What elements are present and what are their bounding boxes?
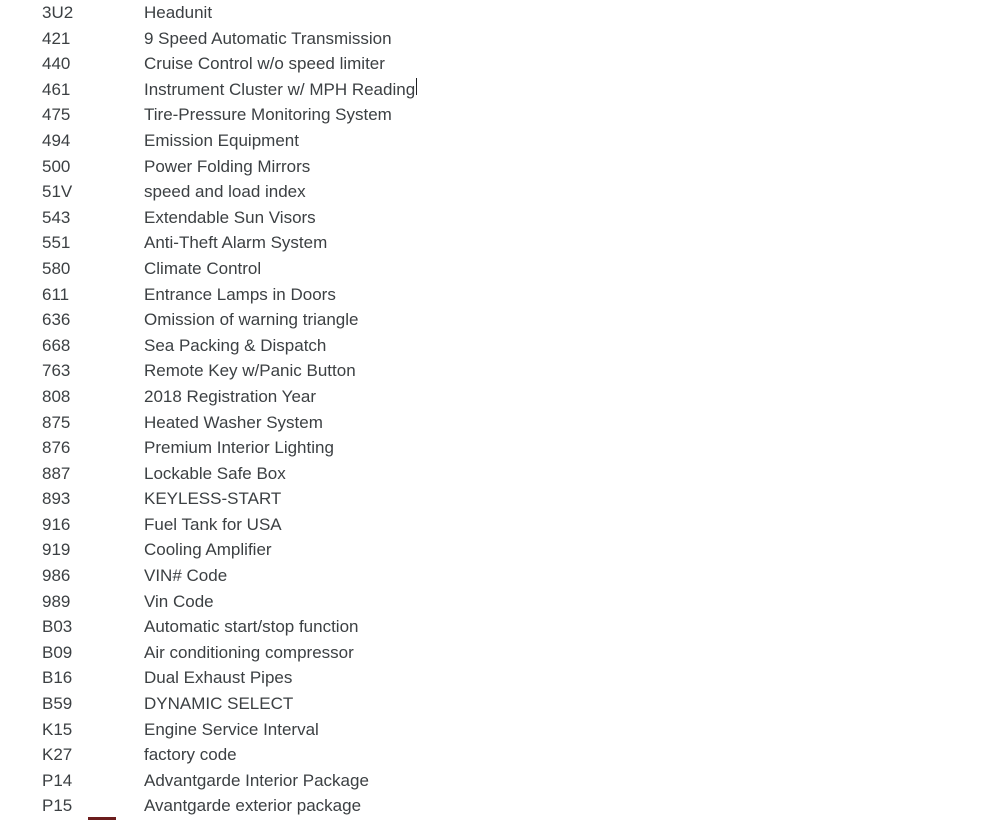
option-code: 475 bbox=[42, 105, 71, 125]
option-code: B59 bbox=[42, 694, 73, 714]
option-description: Extendable Sun Visors bbox=[144, 207, 316, 227]
option-code: 543 bbox=[42, 207, 71, 227]
table-row[interactable] bbox=[0, 665, 982, 691]
option-code: 461 bbox=[42, 79, 71, 99]
option-description: KEYLESS-START bbox=[144, 489, 282, 509]
option-code: 440 bbox=[42, 54, 71, 74]
option-description: Power Folding Mirrors bbox=[144, 156, 311, 176]
option-description: 9 Speed Automatic Transmission bbox=[144, 28, 392, 48]
option-code: 989 bbox=[42, 591, 71, 611]
option-code: B16 bbox=[42, 668, 73, 688]
table-row[interactable] bbox=[0, 793, 982, 819]
table-row[interactable] bbox=[0, 435, 982, 461]
option-description: 2018 Registration Year bbox=[144, 386, 317, 406]
option-code: 500 bbox=[42, 156, 71, 176]
table-row[interactable] bbox=[0, 179, 982, 205]
option-code: 611 bbox=[42, 284, 70, 304]
option-code: 551 bbox=[42, 233, 71, 253]
option-code: 808 bbox=[42, 386, 71, 406]
option-description: Anti-Theft Alarm System bbox=[144, 233, 328, 253]
table-row[interactable] bbox=[0, 563, 982, 589]
option-code: B03 bbox=[42, 617, 73, 637]
option-description: Advantgarde Interior Package bbox=[144, 770, 369, 790]
table-row[interactable] bbox=[0, 358, 982, 384]
table-row[interactable] bbox=[0, 537, 982, 563]
option-code: B09 bbox=[42, 642, 73, 662]
option-description: Automatic start/stop function bbox=[144, 617, 359, 637]
option-description: DYNAMIC SELECT bbox=[144, 694, 294, 714]
table-row[interactable] bbox=[0, 589, 982, 615]
table-row[interactable] bbox=[0, 384, 982, 410]
table-row[interactable] bbox=[0, 230, 982, 256]
option-description: Climate Control bbox=[144, 258, 262, 278]
option-code: K15 bbox=[42, 719, 73, 739]
table-row[interactable] bbox=[0, 26, 982, 52]
option-description: Remote Key w/Panic Button bbox=[144, 361, 356, 381]
option-description: Avantgarde exterior package bbox=[144, 796, 362, 816]
option-description: Vin Code bbox=[144, 591, 214, 611]
text-cursor-icon bbox=[416, 78, 417, 95]
option-code: 887 bbox=[42, 463, 71, 483]
option-description: Instrument Cluster w/ MPH Reading bbox=[144, 79, 416, 99]
table-row[interactable] bbox=[0, 154, 982, 180]
option-description: Heated Washer System bbox=[144, 412, 323, 432]
table-row[interactable] bbox=[0, 512, 982, 538]
option-description: Dual Exhaust Pipes bbox=[144, 668, 293, 688]
option-description: Emission Equipment bbox=[144, 130, 299, 150]
option-description: Headunit bbox=[144, 3, 213, 22]
option-code: P15 bbox=[42, 796, 73, 816]
option-code: 919 bbox=[42, 540, 71, 560]
table-row[interactable] bbox=[0, 0, 982, 26]
table-row[interactable] bbox=[0, 205, 982, 231]
option-description: factory code bbox=[144, 745, 237, 765]
option-code: 51V bbox=[42, 182, 73, 202]
option-description: VIN# Code bbox=[144, 566, 228, 586]
table-row[interactable] bbox=[0, 256, 982, 282]
table-row[interactable] bbox=[0, 333, 982, 359]
table-row[interactable] bbox=[0, 486, 982, 512]
table-row[interactable] bbox=[0, 102, 982, 128]
option-description: Engine Service Interval bbox=[144, 719, 319, 739]
option-code: 580 bbox=[42, 258, 71, 278]
option-code: P14 bbox=[42, 770, 73, 790]
option-code: 763 bbox=[42, 361, 71, 381]
option-description: Lockable Safe Box bbox=[144, 463, 286, 483]
option-description: Entrance Lamps in Doors bbox=[144, 284, 336, 304]
table-row[interactable] bbox=[0, 77, 982, 103]
option-description: Premium Interior Lighting bbox=[144, 438, 334, 458]
table-row[interactable] bbox=[0, 307, 982, 333]
table-row[interactable] bbox=[0, 461, 982, 487]
table-row[interactable] bbox=[0, 614, 982, 640]
option-code: 668 bbox=[42, 335, 71, 355]
option-description: Omission of warning triangle bbox=[144, 310, 359, 330]
option-code: 421 bbox=[42, 28, 71, 48]
option-description: Tire-Pressure Monitoring System bbox=[144, 105, 392, 125]
option-description: Fuel Tank for USA bbox=[144, 514, 282, 534]
option-code: 636 bbox=[42, 310, 71, 330]
option-description: Cooling Amplifier bbox=[144, 540, 272, 560]
option-code: K27 bbox=[42, 745, 73, 765]
table-row[interactable] bbox=[0, 51, 982, 77]
table-row[interactable] bbox=[0, 717, 982, 743]
table-row[interactable] bbox=[0, 742, 982, 768]
option-code: 986 bbox=[42, 566, 71, 586]
table-row[interactable] bbox=[0, 128, 982, 154]
option-description: Sea Packing & Dispatch bbox=[144, 335, 327, 355]
option-code: 916 bbox=[42, 514, 71, 534]
option-code: 875 bbox=[42, 412, 71, 432]
option-description: Air conditioning compressor bbox=[144, 642, 354, 662]
option-description: speed and load index bbox=[144, 182, 306, 202]
option-code: 893 bbox=[42, 489, 71, 509]
option-description: Cruise Control w/o speed limiter bbox=[144, 54, 385, 74]
table-row[interactable] bbox=[0, 768, 982, 794]
table-row[interactable] bbox=[0, 410, 982, 436]
option-code: 494 bbox=[42, 130, 71, 150]
table-row[interactable] bbox=[0, 640, 982, 666]
option-code: 3U2 bbox=[42, 3, 74, 22]
table-row[interactable] bbox=[0, 691, 982, 717]
option-code: 876 bbox=[42, 438, 71, 458]
table-row[interactable] bbox=[0, 282, 982, 308]
